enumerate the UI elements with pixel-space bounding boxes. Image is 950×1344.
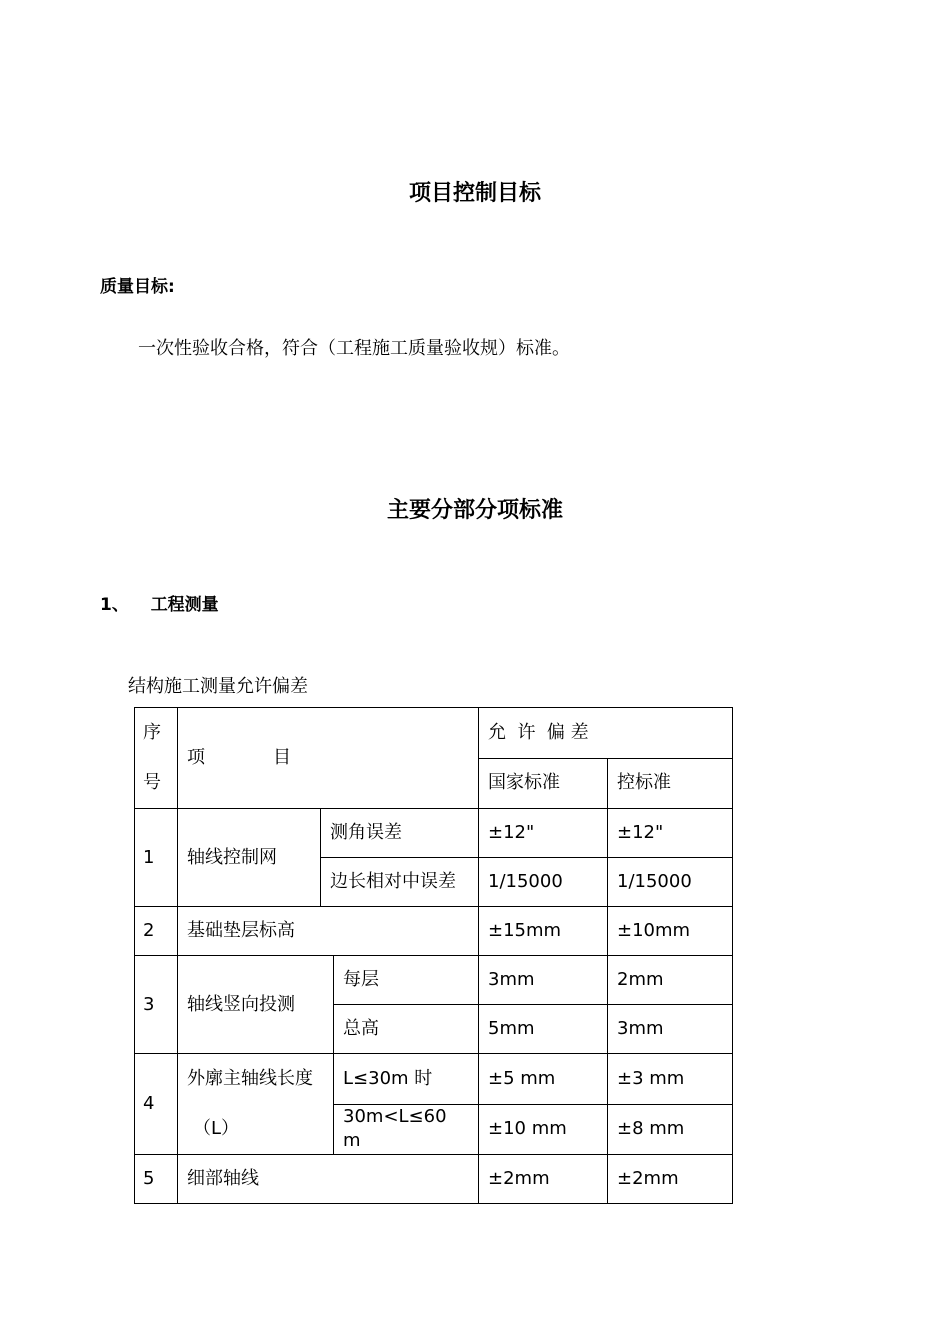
table-row — [135, 1155, 733, 1204]
row-national: ±2mm — [479, 1155, 608, 1204]
section-1-number: 1、 — [100, 595, 129, 615]
row-item: 细部轴线 — [178, 1155, 479, 1204]
row-control: ±3 mm — [608, 1054, 733, 1105]
row-sub: 测角误差 — [321, 809, 479, 858]
header-seq — [135, 708, 178, 809]
row-item-line2: （L） — [193, 1118, 240, 1139]
row-item — [178, 1054, 334, 1155]
header-seq-bottom: 号 — [143, 772, 161, 793]
tolerance-table — [134, 707, 733, 1204]
row-national: ±15mm — [479, 907, 608, 956]
quality-goal-label: 质量目标: — [100, 277, 175, 297]
row-sub: L≤30m 时 — [334, 1054, 479, 1105]
row-no: 1 — [135, 809, 178, 907]
row-sub: 每层 — [334, 956, 479, 1005]
header-item — [178, 708, 479, 809]
section-title: 主要分部分项标准 — [386, 498, 563, 523]
row-sub: 30m<L≤60m — [334, 1104, 479, 1155]
header-deviation: 允 许 偏 差 — [479, 708, 733, 759]
quality-goal-text: 一次性验收合格，符合（工程施工质量验收规）标准。 — [138, 338, 570, 359]
section-1-title: 工程测量 — [150, 595, 219, 615]
table-row — [135, 1054, 733, 1105]
row-item: 轴线竖向投测 — [178, 956, 334, 1054]
row-national: 1/15000 — [479, 858, 608, 907]
table-header-row — [135, 708, 733, 759]
header-item-b: 目 — [273, 747, 291, 768]
header-control: 控标准 — [608, 758, 733, 809]
row-sub: 边长相对中误差 — [321, 858, 479, 907]
row-control: ±10mm — [608, 907, 733, 956]
row-item: 轴线控制网 — [178, 809, 321, 907]
row-national: ±5 mm — [479, 1054, 608, 1105]
header-seq-top: 序 — [143, 722, 161, 743]
header-national: 国家标准 — [479, 758, 608, 809]
row-control: ±2mm — [608, 1155, 733, 1204]
row-item-line1: 外廓主轴线长度 — [187, 1068, 313, 1089]
section-1-heading — [100, 590, 219, 615]
row-national: 3mm — [479, 956, 608, 1005]
table-row — [135, 956, 733, 1005]
row-national: 5mm — [479, 1005, 608, 1054]
row-control: 2mm — [608, 956, 733, 1005]
row-no: 3 — [135, 956, 178, 1054]
row-sub: 总高 — [334, 1005, 479, 1054]
table-caption: 结构施工测量允许偏差 — [128, 676, 308, 697]
row-control: 1/15000 — [608, 858, 733, 907]
row-no: 2 — [135, 907, 178, 956]
row-no: 5 — [135, 1155, 178, 1204]
row-no: 4 — [135, 1054, 178, 1155]
table-row — [135, 907, 733, 956]
row-item: 基础垫层标高 — [178, 907, 479, 956]
row-control: ±8 mm — [608, 1104, 733, 1155]
row-national: ±10 mm — [479, 1104, 608, 1155]
row-control: 3mm — [608, 1005, 733, 1054]
row-national: ±12" — [479, 809, 608, 858]
table-row — [135, 809, 733, 858]
row-control: ±12" — [608, 809, 733, 858]
header-item-a: 项 — [187, 747, 205, 768]
page-title: 项目控制目标 — [408, 181, 541, 206]
